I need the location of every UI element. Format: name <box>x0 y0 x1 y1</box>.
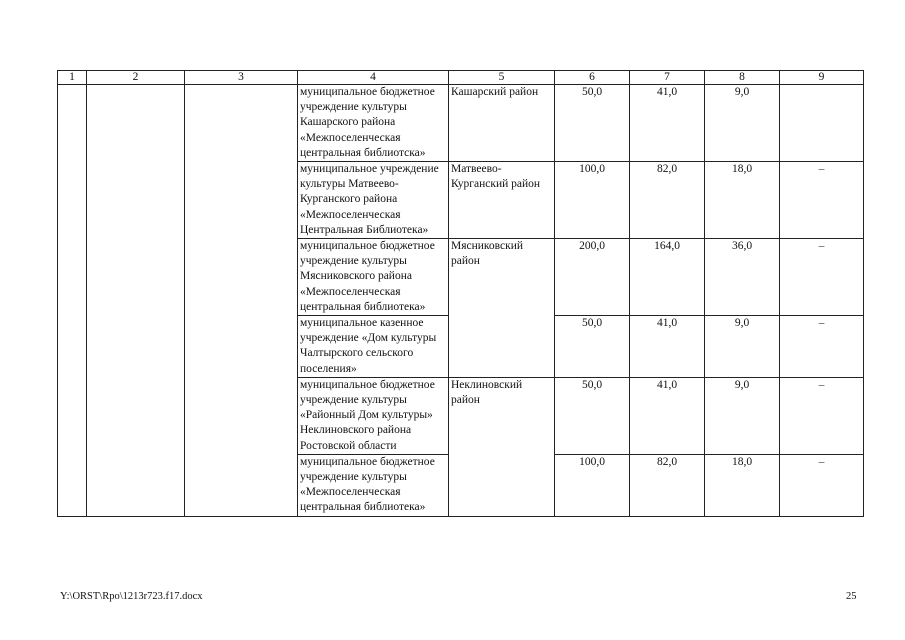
organization-name: муниципальное учреждение культуры Матвеево-Курганского района «Межпоселенческая Центральная Библиотека» <box>298 162 449 239</box>
amount-col8: 9,0 <box>705 316 780 378</box>
amount-col7: 82,0 <box>630 162 705 239</box>
organization-name: муниципальное бюджетное учреждение культуры «Районный Дом культуры» Неклиновского района Ростовской области <box>298 377 449 454</box>
amount-col9 <box>780 85 864 162</box>
amount-col8: 36,0 <box>705 239 780 316</box>
header-cell: 4 <box>298 71 449 85</box>
district-name: Кашарский район <box>449 85 555 162</box>
document-file-path: Y:\ORST\Rpo\1213r723.f17.docx <box>60 591 203 602</box>
table-row <box>58 85 864 162</box>
page-number: 25 <box>846 591 857 602</box>
district-name: Неклиновский район <box>449 377 555 516</box>
amount-col9: – <box>780 162 864 239</box>
district-name: Мясниковский район <box>449 239 555 378</box>
header-cell: 7 <box>630 71 705 85</box>
header-cell: 2 <box>87 71 185 85</box>
amount-total: 50,0 <box>555 85 630 162</box>
amount-total: 50,0 <box>555 316 630 378</box>
col3-merged-cell <box>185 85 298 517</box>
header-cell: 9 <box>780 71 864 85</box>
amount-col9: – <box>780 316 864 378</box>
amount-col8: 9,0 <box>705 85 780 162</box>
amount-col9: – <box>780 454 864 516</box>
amount-col8: 18,0 <box>705 162 780 239</box>
amount-total: 200,0 <box>555 239 630 316</box>
organization-name: муниципальное бюджетное учреждение культуры Кашарского района «Межпоселенческая центральная библиотска» <box>298 85 449 162</box>
col1-merged-cell <box>58 85 87 517</box>
col2-merged-cell <box>87 85 185 517</box>
amount-col7: 41,0 <box>630 316 705 378</box>
organization-name: муниципальное бюджетное учреждение культуры «Межпоселенческая центральная библиотека» <box>298 454 449 516</box>
amount-total: 50,0 <box>555 377 630 454</box>
organization-name: муниципальное казенное учреждение «Дом культуры Чалтырского сельского поселения» <box>298 316 449 378</box>
amount-col7: 41,0 <box>630 85 705 162</box>
header-cell: 1 <box>58 71 87 85</box>
amount-col7: 164,0 <box>630 239 705 316</box>
amount-col8: 9,0 <box>705 377 780 454</box>
budget-table <box>57 70 864 517</box>
amount-total: 100,0 <box>555 162 630 239</box>
amount-col7: 82,0 <box>630 454 705 516</box>
district-name: Матвеево-Курганский район <box>449 162 555 239</box>
header-cell: 3 <box>185 71 298 85</box>
amount-col9: – <box>780 377 864 454</box>
amount-total: 100,0 <box>555 454 630 516</box>
amount-col9: – <box>780 239 864 316</box>
organization-name: муниципальное бюджетное учреждение культуры Мясниковского района «Межпоселенческая центральная библиотека» <box>298 239 449 316</box>
amount-col8: 18,0 <box>705 454 780 516</box>
amount-col7: 41,0 <box>630 377 705 454</box>
table-header-row <box>58 71 864 85</box>
header-cell: 6 <box>555 71 630 85</box>
header-cell: 5 <box>449 71 555 85</box>
header-cell: 8 <box>705 71 780 85</box>
